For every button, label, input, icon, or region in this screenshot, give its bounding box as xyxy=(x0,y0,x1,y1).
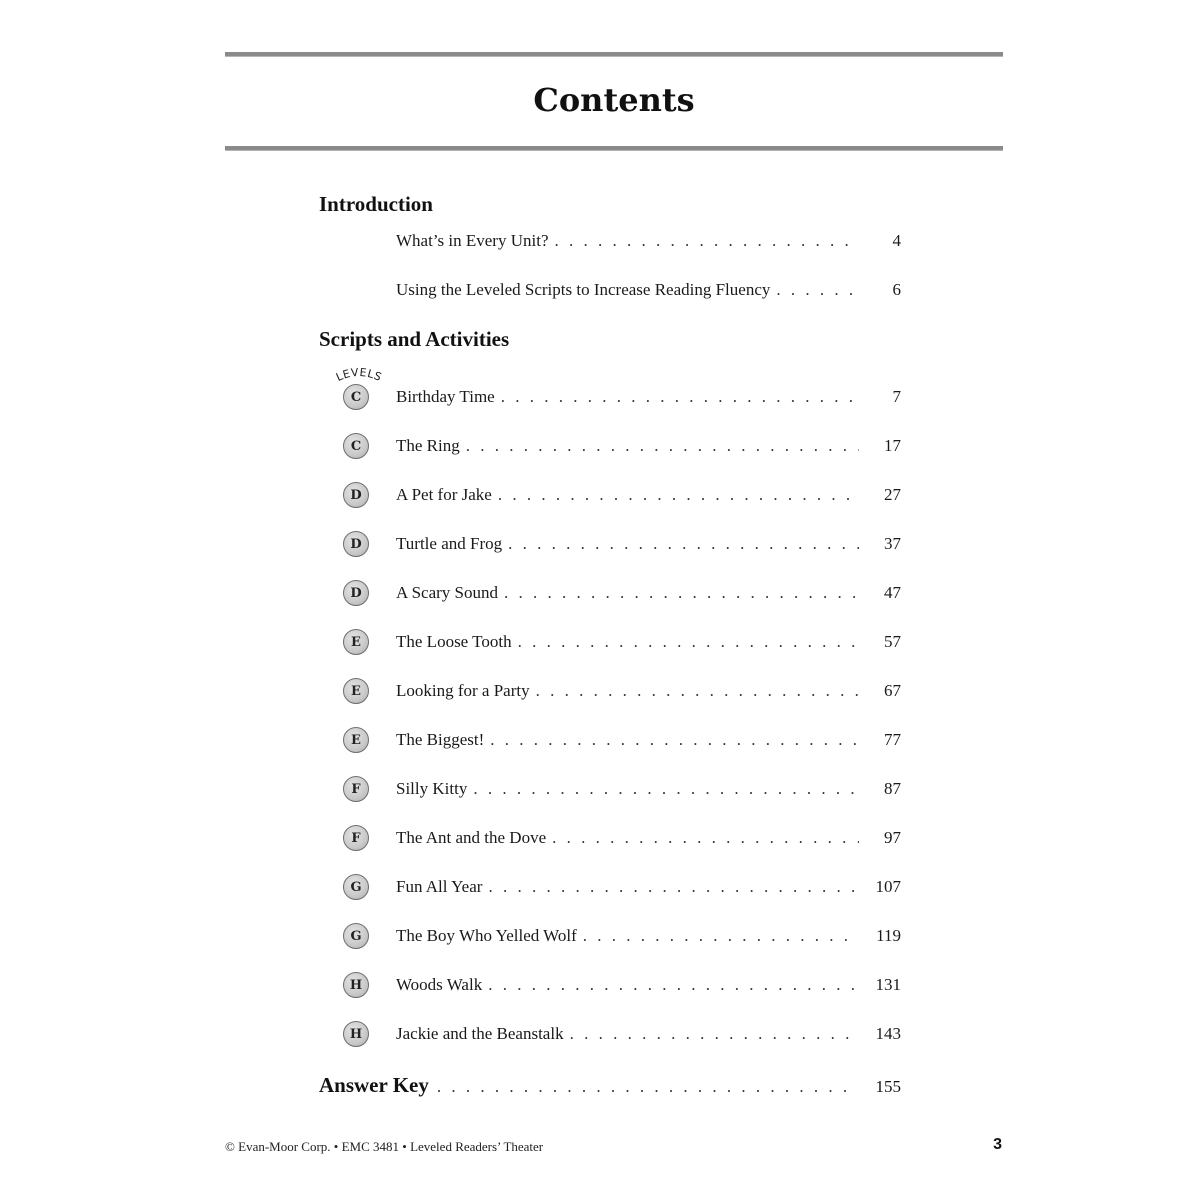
toc-entry[interactable] xyxy=(396,874,901,900)
toc-entry[interactable] xyxy=(396,228,901,254)
toc-entry-title: Turtle and Frog xyxy=(396,534,503,553)
dot-leader xyxy=(473,776,859,802)
toc-entry-page: 4 xyxy=(892,231,901,250)
dot-leader xyxy=(508,531,859,557)
toc-entry-title: Birthday Time xyxy=(396,387,495,406)
toc-entry-page: 77 xyxy=(884,730,901,749)
top-rule xyxy=(225,52,1003,57)
toc-entry-page: 27 xyxy=(884,485,901,504)
toc-entry[interactable] xyxy=(396,629,901,655)
toc-entry-page: 6 xyxy=(892,280,901,299)
level-badge: E xyxy=(343,629,369,655)
level-badge: D xyxy=(343,531,369,557)
level-badge: D xyxy=(343,482,369,508)
dot-leader xyxy=(583,923,859,949)
toc-entry-page: 47 xyxy=(884,583,901,602)
toc-entry-page: 7 xyxy=(892,387,901,406)
toc-entry[interactable] xyxy=(396,384,901,410)
level-badge: C xyxy=(343,384,369,410)
toc-entry-page: 131 xyxy=(875,975,901,994)
level-badge: F xyxy=(343,825,369,851)
dot-leader xyxy=(466,433,859,459)
dot-leader xyxy=(555,228,860,254)
toc-entry-page: 37 xyxy=(884,534,901,553)
dot-leader xyxy=(504,580,859,606)
toc-entry-title: A Pet for Jake xyxy=(396,485,492,504)
dot-leader xyxy=(488,972,859,998)
level-badge: H xyxy=(343,972,369,998)
toc-entry-title: The Biggest! xyxy=(396,730,485,749)
answer-key-title: Answer Key xyxy=(319,1073,429,1097)
toc-entry-title: The Loose Tooth xyxy=(396,632,512,651)
toc-entry-title: Using the Leveled Scripts to Increase Reading Fluency xyxy=(396,280,771,299)
level-badge: F xyxy=(343,776,369,802)
level-badge: G xyxy=(343,923,369,949)
level-badge: E xyxy=(343,678,369,704)
toc-entry-page: 107 xyxy=(875,877,901,896)
toc-entry-page: 87 xyxy=(884,779,901,798)
page-title: Contents xyxy=(533,81,695,119)
levels-label xyxy=(334,364,384,384)
toc-entry[interactable] xyxy=(396,433,901,459)
footer-page-number: 3 xyxy=(993,1136,1002,1153)
toc-entry-title: Fun All Year xyxy=(396,877,483,896)
dot-leader xyxy=(488,874,859,900)
dot-leader xyxy=(570,1021,859,1047)
toc-entry-page: 17 xyxy=(884,436,901,455)
section-heading-scripts: Scripts and Activities xyxy=(319,327,510,351)
toc-entry-page: 67 xyxy=(884,681,901,700)
toc-entry[interactable] xyxy=(396,482,901,508)
toc-entry[interactable] xyxy=(396,580,901,606)
toc-entry-title: Woods Walk xyxy=(396,975,483,994)
toc-entry[interactable] xyxy=(396,776,901,802)
dot-leader xyxy=(498,482,859,508)
section-heading-introduction: Introduction xyxy=(319,192,433,216)
dot-leader xyxy=(490,727,859,753)
level-badge: E xyxy=(343,727,369,753)
answer-key-page: 155 xyxy=(875,1077,901,1096)
level-badge: G xyxy=(343,874,369,900)
dot-leader xyxy=(437,1073,855,1101)
level-badge: D xyxy=(343,580,369,606)
level-badge: C xyxy=(343,433,369,459)
toc-entry[interactable] xyxy=(396,972,901,998)
toc-entry-title: What’s in Every Unit? xyxy=(396,231,549,250)
level-badge: H xyxy=(343,1021,369,1047)
footer-copyright: © Evan-Moor Corp. • EMC 3481 • Leveled Readers’ Theater xyxy=(225,1139,544,1154)
levels-label-text: LEVELS xyxy=(334,365,384,384)
dot-leader xyxy=(501,384,859,410)
toc-entry-title: The Ring xyxy=(396,436,460,455)
toc-entry-title: A Scary Sound xyxy=(396,583,498,602)
dot-leader xyxy=(518,629,859,655)
toc-entry[interactable] xyxy=(396,923,901,949)
toc-entry-title: Silly Kitty xyxy=(396,779,468,798)
toc-entry[interactable] xyxy=(396,727,901,753)
toc-entry-title: The Ant and the Dove xyxy=(396,828,547,847)
dot-leader xyxy=(536,678,859,704)
svg-text:LEVELS xyxy=(334,366,384,384)
toc-entry-title: Jackie and the Beanstalk xyxy=(396,1024,564,1043)
toc-entry[interactable] xyxy=(396,531,901,557)
toc-entry[interactable] xyxy=(396,678,901,704)
toc-entry[interactable] xyxy=(396,825,901,851)
toc-entry[interactable] xyxy=(396,1021,901,1047)
toc-entry-page: 97 xyxy=(884,828,901,847)
toc-entry-title: Looking for a Party xyxy=(396,681,530,700)
toc-entry-title: The Boy Who Yelled Wolf xyxy=(396,926,577,945)
toc-entry-page: 143 xyxy=(875,1024,901,1043)
toc-entry-page: 57 xyxy=(884,632,901,651)
dot-leader xyxy=(776,277,859,303)
dot-leader xyxy=(552,825,859,851)
bottom-rule xyxy=(225,146,1003,151)
toc-entry-page: 119 xyxy=(876,926,901,945)
toc-entry[interactable] xyxy=(396,277,901,303)
toc-entry-answer-key[interactable] xyxy=(319,1071,901,1099)
